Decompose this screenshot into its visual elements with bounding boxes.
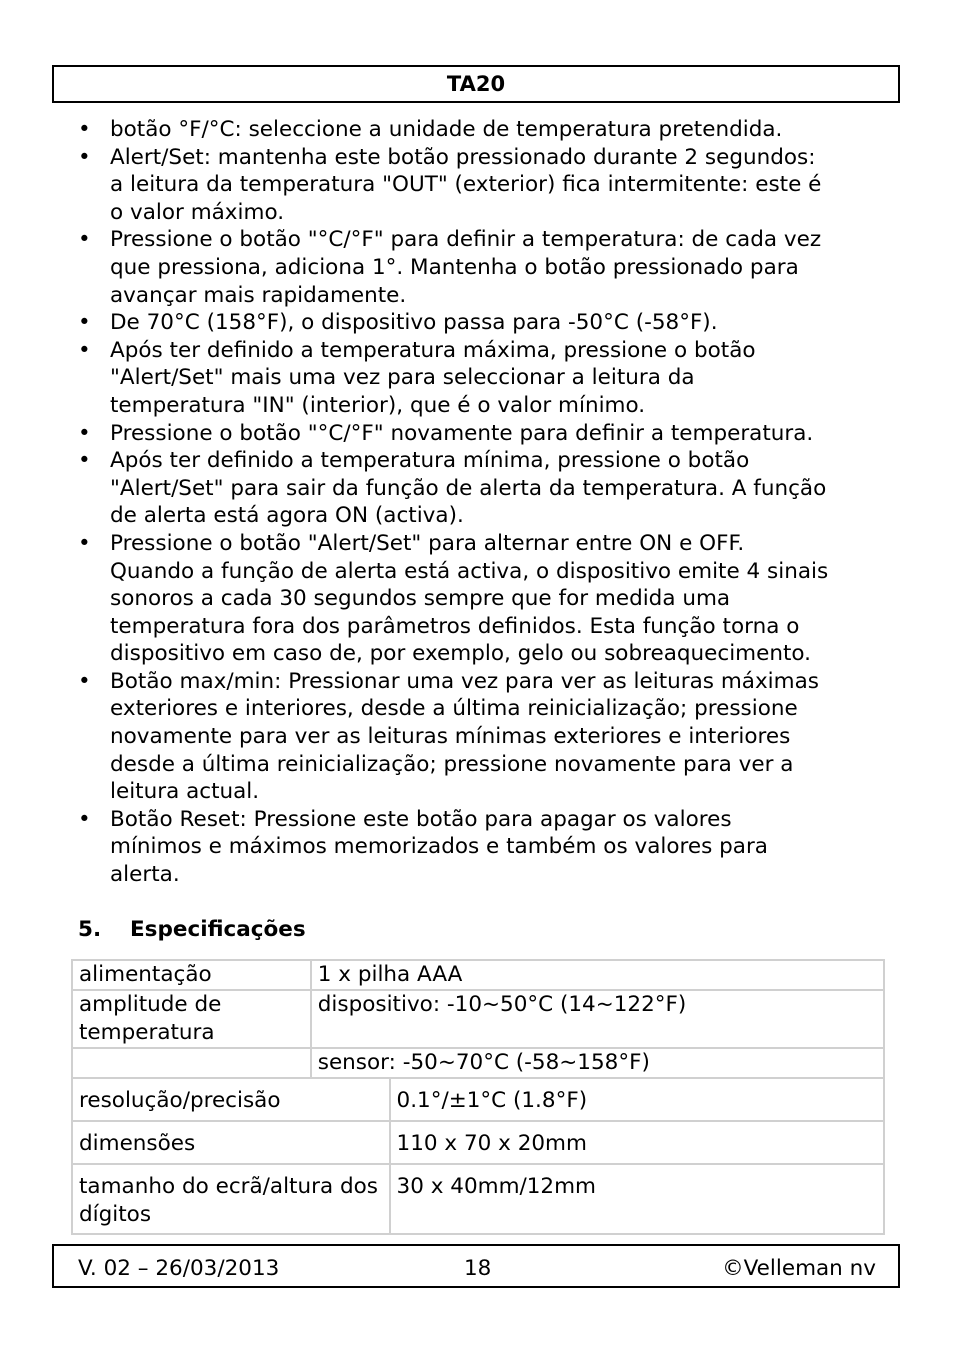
line: o valor máximo.: [110, 199, 285, 225]
page-header: [52, 65, 900, 103]
line: avançar mais rapidamente.: [110, 282, 407, 308]
page-footer: [52, 1244, 900, 1288]
line: leitura actual.: [110, 779, 260, 805]
line: "Alert/Set" mais uma vez para seleccionar a leitura da: [110, 365, 695, 391]
line: Pressione o botão "°C/°F" novamente para definir a temperatura.: [110, 420, 814, 446]
bullet-icon: •: [78, 806, 91, 832]
line: Após ter definido a temperatura mínima, pressione o botão: [110, 448, 750, 474]
bullet-icon: •: [78, 420, 91, 446]
list-item: [78, 420, 878, 448]
spec-label: alimentação: [72, 960, 311, 990]
spec-value: 1 x pilha AAA: [311, 960, 884, 990]
section-title: Especificações: [130, 917, 306, 942]
bullet-icon: •: [78, 117, 91, 142]
list-item: [78, 447, 878, 530]
line: temperatura fora dos parâmetros definidos. Esta função torna o: [110, 613, 800, 639]
line: De 70°C (158°F), o dispositivo passa para -50°C (-58°F).: [110, 310, 718, 336]
table-row: [72, 960, 884, 990]
table-row: [72, 1078, 884, 1121]
line: Quando a função de alerta está activa, o dispositivo emite 4 sinais: [110, 558, 829, 584]
spec-label: tamanho do ecrã/altura dos dígitos: [72, 1164, 390, 1234]
line: Alert/Set: mantenha este botão pressionado durante 2 segundos:: [110, 144, 816, 170]
section-heading: [78, 917, 306, 942]
line: desde a última reinicialização; pressione novamente para ver a: [110, 751, 794, 777]
line: Pressione o botão "Alert/Set" para alternar entre ON e OFF.: [110, 530, 745, 556]
header-title: TA20: [446, 72, 506, 96]
line: Após ter definido a temperatura máxima, pressione o botão: [110, 337, 756, 363]
list-item: [78, 116, 878, 144]
table-row: [72, 1121, 884, 1164]
line: de alerta está agora ON (activa).: [110, 503, 464, 529]
footer-page-number: 18: [464, 1256, 492, 1281]
table-row: [72, 990, 884, 1048]
line: alerta.: [110, 862, 180, 888]
line: novamente para ver as leituras mínimas exteriores e interiores: [110, 724, 791, 750]
line: botão °F/°C: seleccione a unidade de temperatura pretendida.: [110, 117, 783, 142]
line: a leitura da temperatura "OUT" (exterior) fica intermitente: este é: [110, 172, 822, 198]
line: "Alert/Set" para sair da função de alerta da temperatura. A função: [110, 475, 827, 501]
line: que pressiona, adiciona 1°. Mantenha o botão pressionado para: [110, 254, 799, 280]
bullet-icon: •: [78, 448, 91, 474]
line: temperatura "IN" (interior), que é o valor mínimo.: [110, 392, 646, 418]
section-number: 5.: [78, 917, 102, 942]
bullet-icon: •: [78, 668, 91, 694]
line: sonoros a cada 30 segundos sempre que for medida uma: [110, 586, 731, 612]
list-item: [78, 226, 878, 309]
table-row: [72, 1048, 884, 1078]
list-item: [78, 309, 878, 337]
list-item: [78, 530, 878, 668]
list-item: [78, 806, 878, 889]
bullet-icon: •: [78, 530, 91, 556]
line: dispositivo em caso de, por exemplo, gelo ou sobreaquecimento.: [110, 641, 812, 667]
line: exteriores e interiores, desde a última reinicialização; pressione: [110, 696, 798, 722]
instructions-list: [78, 116, 878, 889]
spec-label: dimensões: [72, 1121, 390, 1164]
footer-copyright: ©Velleman nv: [722, 1256, 876, 1281]
footer-version: V. 02 – 26/03/2013: [78, 1256, 280, 1281]
line: Pressione o botão "°C/°F" para definir a temperatura: de cada vez: [110, 227, 822, 253]
spec-label: [72, 1048, 311, 1078]
line: mínimos e máximos memorizados e também os valores para: [110, 834, 768, 860]
line: Botão Reset: Pressione este botão para apagar os valores: [110, 806, 732, 832]
spec-value: 110 x 70 x 20mm: [390, 1121, 884, 1164]
line: Botão max/min: Pressionar uma vez para ver as leituras máximas: [110, 668, 819, 694]
bullet-icon: •: [78, 227, 91, 253]
table-row: [72, 1164, 884, 1234]
bullet-icon: •: [78, 310, 91, 336]
bullet-icon: •: [78, 144, 91, 170]
spec-value: 0.1°/±1°C (1.8°F): [390, 1078, 884, 1121]
list-item: [78, 337, 878, 420]
spec-label: amplitude de temperatura: [72, 990, 311, 1048]
spec-value: dispositivo: -10~50°C (14~122°F): [311, 990, 884, 1048]
spec-label: resolução/precisão: [72, 1078, 390, 1121]
list-item: [78, 668, 878, 806]
specifications-table: [71, 959, 885, 1235]
list-item: [78, 144, 878, 227]
bullet-icon: •: [78, 337, 91, 363]
spec-value: 30 x 40mm/12mm: [390, 1164, 884, 1234]
spec-value: sensor: -50~70°C (-58~158°F): [311, 1048, 884, 1078]
